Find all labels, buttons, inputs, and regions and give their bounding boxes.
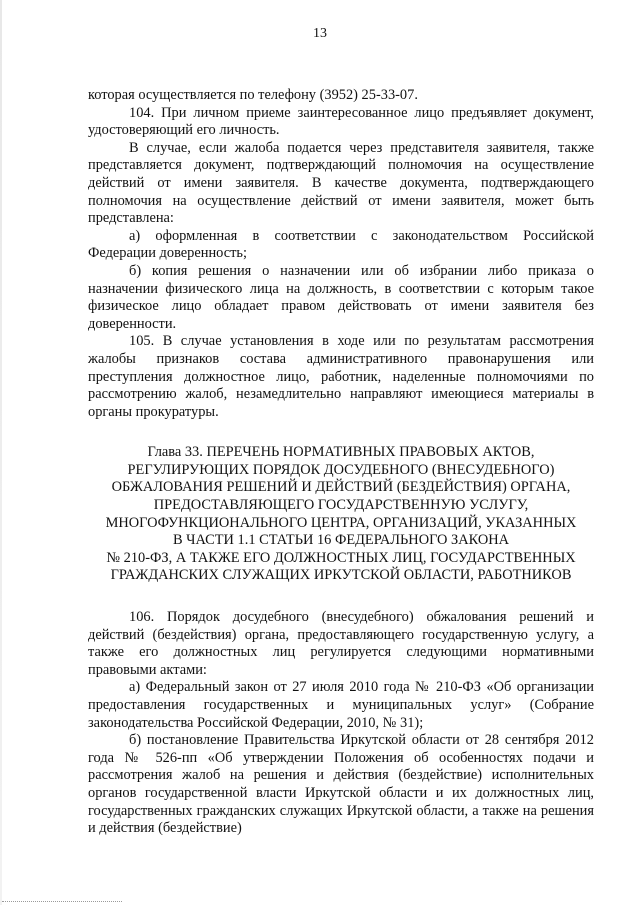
paragraph: б) постановление Правительства Иркутской области от 28 сентября 2012 года № 526-пп «Об утверждении Положения об особенностях подачи и рассмотрения жалоб на решения и действия (бездействие) исполнительных органов государственной власти Иркутской области и их должностных лиц, государственных гражданских служащих Иркутской области, а также на решения и действия (бездействие): [88, 732, 594, 837]
paragraph: 104. При личном приеме заинтересованное лицо предъявляет документ, удостоверяющий его личность.: [88, 104, 594, 139]
paragraph: а) Федеральный закон от 27 июля 2010 года № 210-ФЗ «Об организации предоставления государственных и муниципальных услуг» (Собрание законодательства Российской Федерации, 2010, № 31);: [88, 679, 594, 731]
scan-edge: [0, 0, 2, 905]
paragraph: которая осуществляется по телефону (3952) 25-33-07.: [88, 87, 418, 103]
paragraph: 105. В случае установления в ходе или по результатам рассмотрения жалобы признаков состава административного правонарушения или преступления должностное лицо, работник, наделенные полномочиями по рассмотрению жалоб, незамедлительно направляют имеющиеся материалы в органы прокуратуры.: [88, 333, 594, 420]
paragraph: В случае, если жалоба подается через представителя заявителя, также представляется документ, подтверждающий полномочия на осуществление действий от имени заявителя. В качестве документа, подтверждающего полномочия на осуществление действий от имени заявителя, может быть представлена:: [88, 139, 594, 227]
heading-line: В ЧАСТИ 1.1 СТАТЬИ 16 ФЕДЕРАЛЬНОГО ЗАКОНА: [172, 532, 510, 549]
chapter-heading: [88, 444, 594, 585]
heading-line: № 210-ФЗ, А ТАКЖЕ ЕГО ДОЛЖНОСТНЫХ ЛИЦ, ГОСУДАРСТВЕННЫХ: [106, 549, 576, 566]
heading-line: ПРЕДОСТАВЛЯЮЩЕГО ГОСУДАРСТВЕННУЮ УСЛУГУ,: [153, 497, 529, 514]
paragraphs-after-heading: [88, 609, 594, 838]
document-body: [88, 87, 594, 838]
heading-line: МНОГОФУНКЦИОНАЛЬНОГО ЦЕНТРА, ОРГАНИЗАЦИЙ, УКАЗАННЫХ: [105, 514, 577, 531]
page-number: 13: [313, 26, 327, 41]
heading-line: ГРАЖДАНСКИХ СЛУЖАЩИХ ИРКУТСКОЙ ОБЛАСТИ, РАБОТНИКОВ: [110, 567, 572, 584]
paragraph: б) копия решения о назначении или об избрании либо приказа о назначении физического лица на должность, в соответствии с которым такое физическое лицо обладает правом действовать от имени заявителя без доверенности.: [88, 262, 594, 332]
paragraph: 106. Порядок досудебного (внесудебного) обжалования решений и действий (бездействия) органа, предоставляющего государственную услугу, а также его должностных лиц регулируется следующими нормативными правовыми актами:: [88, 609, 594, 678]
heading-line: ОБЖАЛОВАНИЯ РЕШЕНИЙ И ДЕЙСТВИЙ (БЕЗДЕЙСТВИЯ) ОРГАНА,: [111, 479, 571, 496]
heading-line: РЕГУЛИРУЮЩИХ ПОРЯДОК ДОСУДЕБНОГО (ВНЕСУДЕБНОГО): [127, 461, 555, 478]
footer-rule: [2, 901, 122, 902]
paragraph: а) оформленная в соответствии с законодательством Российской Федерации доверенность;: [88, 227, 594, 262]
heading-line: Глава 33. ПЕРЕЧЕНЬ НОРМАТИВНЫХ ПРАВОВЫХ АКТОВ,: [147, 444, 535, 461]
paragraphs-before-heading: [88, 87, 594, 421]
